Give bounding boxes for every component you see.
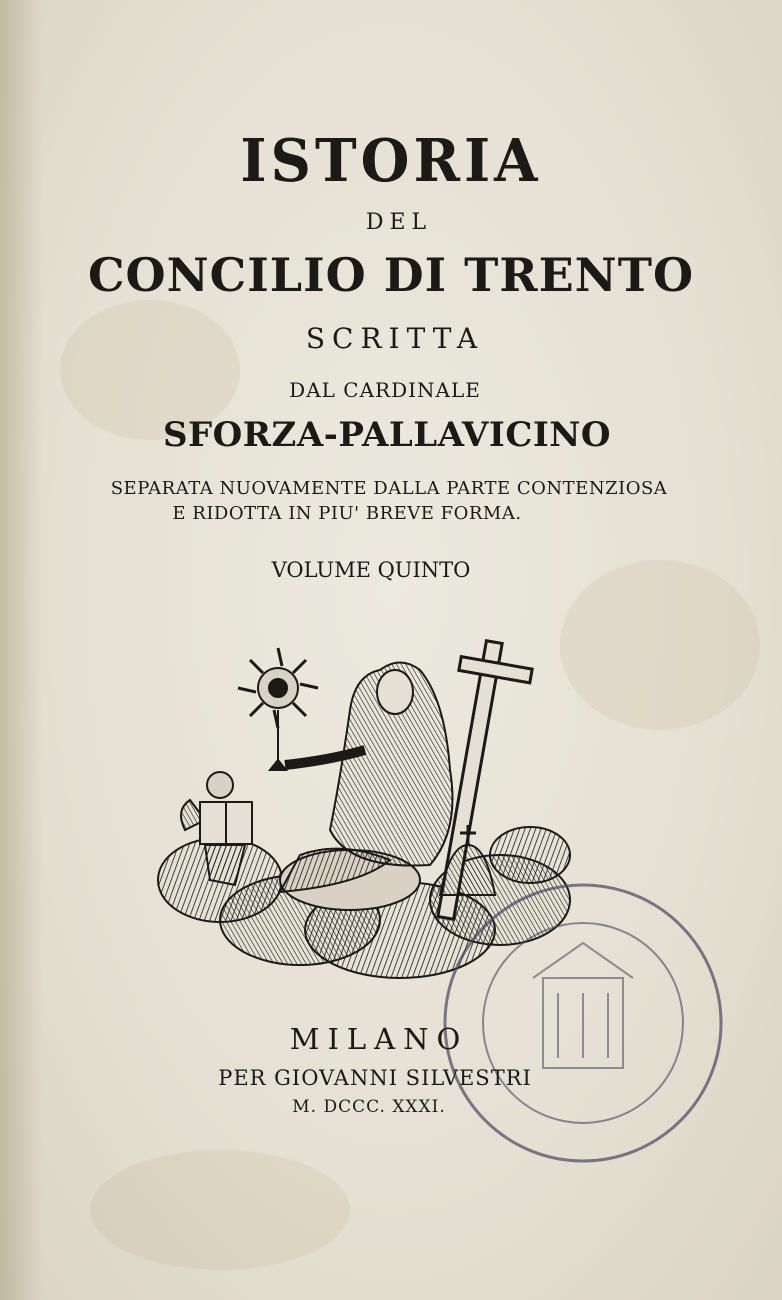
author-name: SFORZA-PALLAVICINO bbox=[162, 415, 611, 455]
foxing-spot bbox=[560, 560, 760, 730]
imprint-publisher: PER GIOVANNI SILVESTRI bbox=[218, 1066, 532, 1090]
written-label: SCRITTA bbox=[305, 322, 485, 355]
book-title: ISTORIA bbox=[240, 126, 542, 196]
author-prefix: DAL CARDINALE bbox=[289, 378, 481, 402]
description-line-2: E RIDOTTA IN PIU' BREVE FORMA. bbox=[172, 503, 522, 524]
book-subject: CONCILIO DI TRENTO bbox=[87, 248, 695, 302]
imprint-year: M. DCCC. XXXI. bbox=[292, 1097, 446, 1117]
monstrance bbox=[238, 648, 318, 770]
volume-label: VOLUME QUINTO bbox=[271, 558, 471, 582]
foxing-spot bbox=[90, 1150, 350, 1270]
description-line-1: SEPARATA NUOVAMENTE DALLA PARTE CONTENZIOSA bbox=[110, 478, 668, 499]
title-connector: DEL bbox=[365, 210, 433, 235]
seated-figure bbox=[280, 663, 453, 893]
imprint-city: MILANO bbox=[289, 1022, 469, 1056]
